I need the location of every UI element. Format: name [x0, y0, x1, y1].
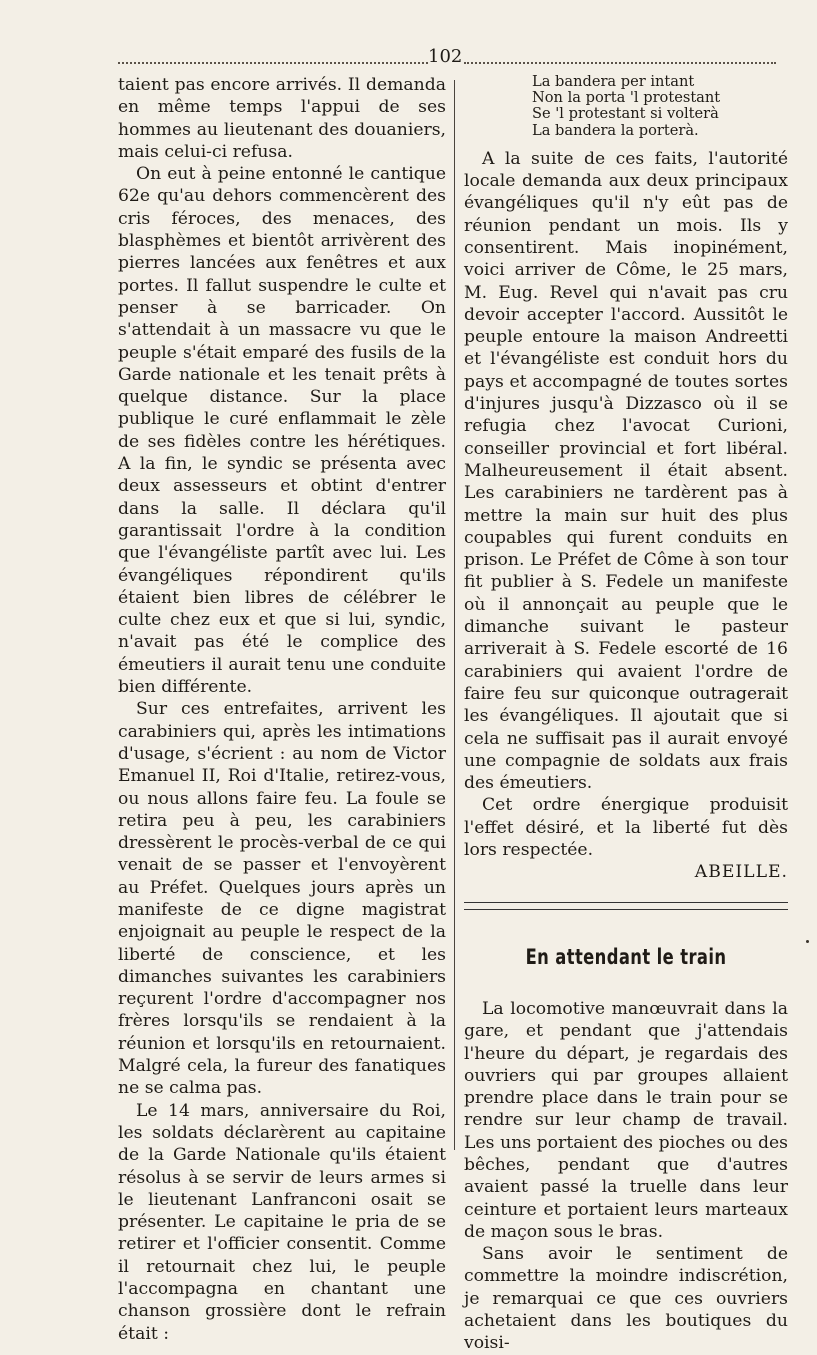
verse-line: Se 'l protestant si volterà [532, 105, 719, 123]
paragraph: taient pas encore arrivés. Il demanda en même temps l'appui de ses hommes au lieutenant des douaniers, mais celui-ci refusa. [118, 75, 446, 162]
left-column [118, 74, 446, 1345]
signature: ABEILLE. [694, 862, 788, 883]
paragraph: On eut à peine entonné le cantique 62e qu'au dehors commencèrent des cris féroces, des menaces, des blasphèmes et bientôt arrivèrent des pierres lancées aux fenêtres et aux portes. Il fallut suspendre le culte et penser à se barricader. On s'attendait à un massacre vu que le peuple s'était emparé des fusils de la Garde nationale et les tenait prêts à quelque distance. Sur la place publique le curé enflammait le zèle de ses fidèles contre les hérétiques. A la fin, le syndic se présenta avec deux assesseurs et obtint d'entrer dans la salle. Il déclara qu'il garantissait l'ordre à la condition que l'évangéliste partît avec lui. Les évangéliques répondirent qu'ils étaient bien libres de célébrer le culte chez eux et que si lui, syndic, n'avait pas été le complice des émeutiers il aurait tenu une conduite bien différente. [118, 164, 446, 698]
verse-line: La bandera la porterà. [532, 121, 699, 139]
signature-line [464, 861, 788, 883]
verse-block [464, 74, 788, 139]
column-separator [454, 80, 455, 1150]
right-column [464, 74, 788, 1355]
section-title: En attendant le train [525, 944, 727, 969]
paragraph: Cet ordre énergique produisit l'effet désiré, et la liberté fut dès lors respectée. [464, 795, 788, 861]
section-divider [464, 902, 788, 910]
stray-mark [806, 940, 809, 943]
verse-line: Non la porta 'l protestant [532, 89, 721, 107]
header-rule-left [118, 62, 428, 64]
header-rule-right [464, 62, 776, 64]
paragraph: Sur ces entrefaites, arrivent les carabiniers qui, après les intimations d'usage, s'écrient : au nom de Victor Emanuel II, Roi d'Italie, retirez-vous, ou nous allons faire feu. La foule se retira peu à peu, les carabiniers dressèrent le procès-verbal de ce qui venait de se passer et l'envoyèrent au Préfet. Quelques jours après un manifeste de ce digne magistrat enjoignait au peuple le respect de la liberté de conscience, et les dimanches suivantes les carabiniers reçurent l'ordre d'accompagner nos frères lorsqu'ils se rendaient à la réunion et lorsqu'ils en retournaient. Malgré cela, la fureur des fanatiques ne se calma pas. [118, 699, 446, 1099]
paragraph: La locomotive manœuvrait dans la gare, et pendant que j'attendais l'heure du départ, je regardais des ouvriers qui par groupes allaient prendre place dans le train pour se rendre sur leur champ de travail. Les uns portaient des pioches ou des bêches, pendant que d'autres avaient passé la truelle dans leur ceinture et portaient leurs marteaux de maçon sous le bras. [464, 998, 788, 1242]
paragraph: A la suite de ces faits, l'autorité locale demanda aux deux principaux évangéliques qu'il n'y eût pas de réunion pendant un mois. Ils y consentirent. Mais inopinément, voici arriver de Côme, le 25 mars, M. Eug. Revel qui n'avait pas cru devoir accepter l'accord. Aussitôt le peuple entoure la maison Andreetti et l'évangéliste est conduit hors du pays et accompagné de toutes sortes d'injures jusqu'à Dizzasco où il se refugia chez l'avocat Curioni, conseiller provincial et fort libéral. Malheureusement il était absent. Les carabiniers ne tardèrent pas à mettre la main sur huit des plus coupables qui furent conduits en prison. Le Préfet de Côme à son tour fit publier à S. Fedele un manifeste où il annonçait au peuple que le dimanche suivant le pasteur arriverait à S. Fedele escorté de 16 carabiniers qui avaient l'ordre de faire feu sur quiconque outragerait les évangéliques. Il ajoutait que si cela ne suffisait pas il aurait envoyé une compagnie de soldats aux frais des émeutiers. [464, 148, 788, 794]
paragraph: Le 14 mars, anniversaire du Roi, les soldats déclarèrent au capitaine de la Garde Nationale qu'ils étaient résolus à se servir de leurs armes si le lieutenant Lanfranconi osait se présenter. Le capitaine le pria de se retirer et l'officier consentit. Comme il retournait chez lui, le peuple l'accompagna en chantant une chanson grossière dont le refrain était : [118, 1100, 446, 1344]
paragraph: Sans avoir le sentiment de commettre la moindre indiscrétion, je remarquai ce que ces ouvriers achetaient dans les boutiques du voisi- [464, 1244, 788, 1354]
page-number: 102 [428, 46, 463, 67]
verse-line: La bandera per intant [532, 73, 695, 90]
